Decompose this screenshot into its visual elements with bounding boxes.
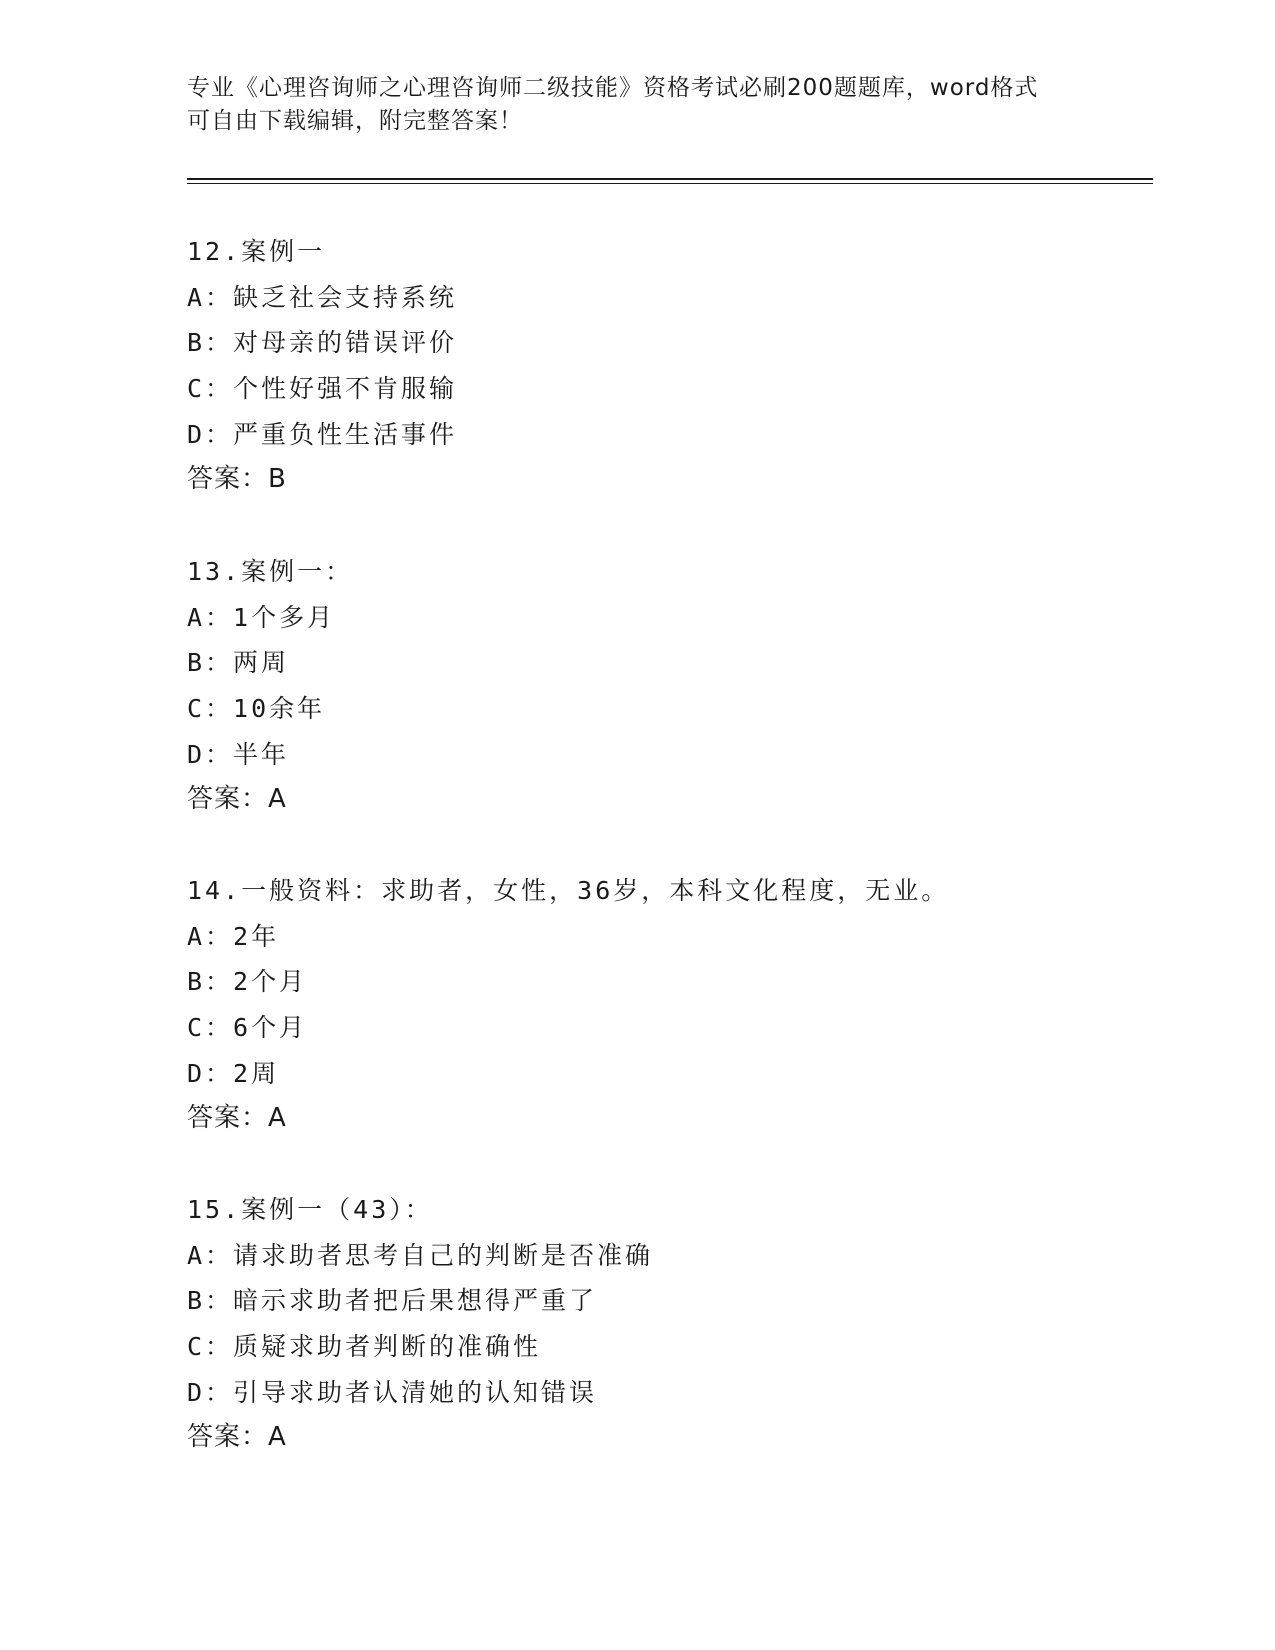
header-divider-thin (187, 183, 1153, 184)
question-15 (187, 1187, 1087, 1461)
option-d: D：严重负性生活事件 (187, 419, 458, 449)
option-c: C：6个月 (187, 1013, 308, 1043)
question-13 (187, 549, 1087, 823)
option-b: B：对母亲的错误评价 (187, 328, 458, 358)
option-b: B：两周 (187, 648, 290, 678)
answer: 答案：A (187, 1103, 287, 1134)
question-title: 14.一般资料：求助者，女性，36岁，本科文化程度，无业。 (187, 876, 950, 905)
option-d: D：2周 (187, 1058, 280, 1088)
document-header (187, 72, 1067, 138)
question-12 (187, 229, 1087, 503)
answer: 答案：B (187, 464, 287, 495)
question-title: 13.案例一： (187, 557, 354, 586)
header-divider-thick (187, 178, 1153, 180)
option-b: B：暗示求助者把后果想得严重了 (187, 1286, 598, 1316)
header-title-line-2: 可自由下载编辑，附完整答案！ (187, 108, 523, 134)
answer: 答案：A (187, 784, 287, 815)
option-c: C：10余年 (187, 694, 326, 724)
option-d: D：半年 (187, 739, 290, 769)
option-a: A：缺乏社会支持系统 (187, 282, 458, 312)
option-d: D：引导求助者认清她的认知错误 (187, 1377, 598, 1407)
option-a: A：1个多月 (187, 602, 336, 632)
header-title-line-1: 专业《心理咨询师之心理咨询师二级技能》资格考试必刷200题题库，word格式 (187, 75, 1039, 101)
option-c: C：质疑求助者判断的准确性 (187, 1332, 542, 1362)
question-title: 12.案例一 (187, 237, 326, 266)
option-c: C：个性好强不肯服输 (187, 374, 458, 404)
option-a: A：2年 (187, 921, 280, 951)
option-a: A：请求助者思考自己的判断是否准确 (187, 1240, 654, 1270)
question-14 (187, 868, 1087, 1142)
option-b: B：2个月 (187, 967, 308, 997)
answer: 答案：A (187, 1422, 287, 1453)
question-title: 15.案例一（43）： (187, 1195, 433, 1224)
